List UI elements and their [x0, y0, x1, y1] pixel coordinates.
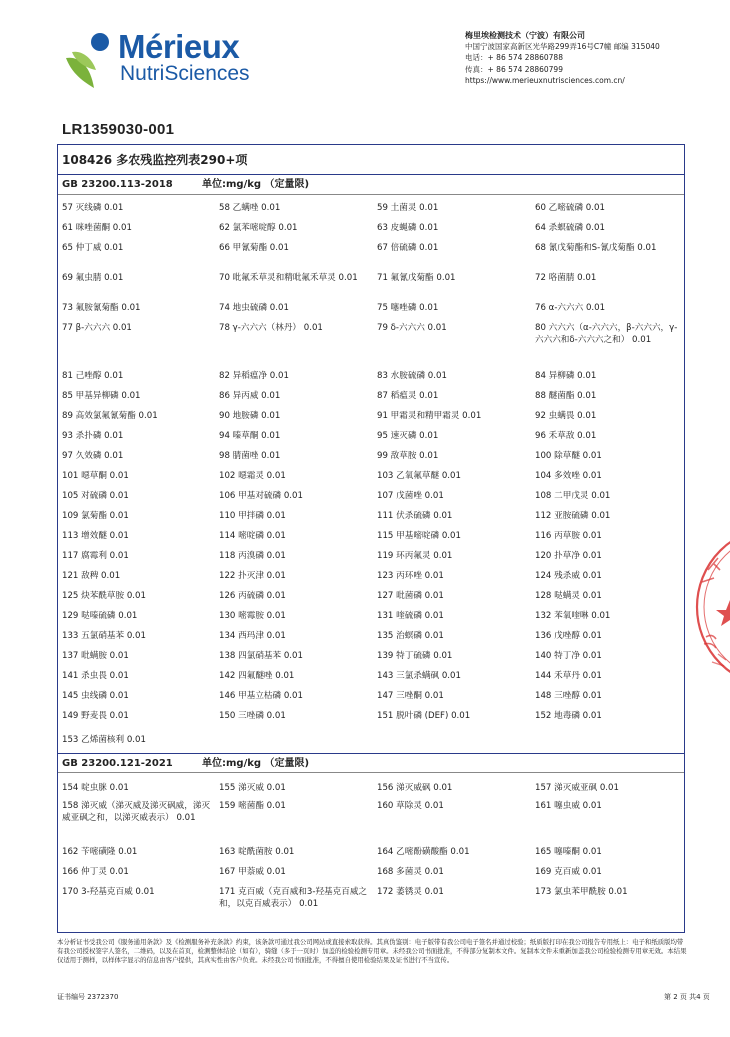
section1-result-cell: 149 野麦畏 0.01 [62, 711, 129, 721]
section1-result-cell: 83 水胺硫磷 0.01 [377, 371, 447, 381]
company-phone: 电话：+ 86 574 28860788 [465, 53, 563, 63]
section1-result-cell: 100 除草醚 0.01 [535, 451, 602, 461]
section1-result-cell: 84 异柳磷 0.01 [535, 371, 597, 381]
section2-standard: GB 23200.121-2021 [62, 758, 173, 769]
section1-result-cell: 60 乙嘧硫磷 0.01 [535, 203, 605, 213]
section1-result-cell: 79 δ-六六六 0.01 [377, 323, 447, 333]
section1-result-cell: 98 腈菌唑 0.01 [219, 451, 281, 461]
section1-result-cell: 140 特丁净 0.01 [535, 651, 602, 661]
section1-result-cell: 141 杀虫畏 0.01 [62, 671, 129, 681]
section1-result-cell: 133 五氯硝基苯 0.01 [62, 631, 146, 641]
section1-result-cell: 57 灭线磷 0.01 [62, 203, 124, 213]
section1-result-cell: 137 吡螨胺 0.01 [62, 651, 129, 661]
section1-result-cell: 147 三唑酮 0.01 [377, 691, 444, 701]
section1-result-cell: 112 亚胺硫磷 0.01 [535, 511, 611, 521]
section1-result-cell: 63 皮蝇磷 0.01 [377, 223, 439, 233]
section2-result-cell: 168 多菌灵 0.01 [377, 867, 444, 877]
section1-result-cell: 139 特丁硫磷 0.01 [377, 651, 453, 661]
section1-result-cell: 135 治螟磷 0.01 [377, 631, 444, 641]
section1-result-cell: 70 吡氟禾草灵和精吡氟禾草灵 0.01 [219, 273, 358, 283]
section2-result-cell: 163 啶酰菌胺 0.01 [219, 847, 295, 857]
company-fax: 传真：+ 86 574 28860799 [465, 64, 563, 74]
section1-result-cell: 153 乙烯菌核利 0.01 [62, 735, 146, 745]
section1-result-cell: 91 甲霜灵和精甲霜灵 0.01 [377, 411, 482, 421]
section1-header [58, 175, 684, 195]
section1-result-cell: 108 二甲戊灵 0.01 [535, 491, 611, 501]
company-logo [64, 28, 254, 90]
section1-result-cell: 81 己唑醇 0.01 [62, 371, 124, 381]
section1-result-cell: 125 炔苯酰草胺 0.01 [62, 591, 146, 601]
logo-text-line2: NutriSciences [120, 62, 250, 85]
section1-result-cell: 118 丙溴磷 0.01 [219, 551, 286, 561]
section1-result-cell: 150 三唑磷 0.01 [219, 711, 286, 721]
section1-result-cell: 131 喹硫磷 0.01 [377, 611, 444, 621]
section1-result-cell: 58 乙螨唑 0.01 [219, 203, 281, 213]
section1-result-cell: 71 氟氰戊菊酯 0.01 [377, 273, 456, 283]
section1-result-cell: 85 甲基异柳磷 0.01 [62, 391, 141, 401]
section2-result-cell: 157 涕灭威亚砜 0.01 [535, 783, 619, 793]
section1-result-cell: 113 增效醚 0.01 [62, 531, 129, 541]
section1-result-cell: 151 脱叶磷 (DEF) 0.01 [377, 711, 471, 721]
section2-result-cell: 159 嘧菌酯 0.01 [219, 801, 286, 811]
page-number: 第 2 页 共4 页 [664, 993, 710, 1001]
section1-result-cell: 97 久效磷 0.01 [62, 451, 124, 461]
company-address: 中国宁波国家高新区光华路299弄16号C7幢 邮编 315040 [465, 42, 660, 52]
section1-result-cell: 87 稻瘟灵 0.01 [377, 391, 439, 401]
section1-result-cell: 111 伏杀硫磷 0.01 [377, 511, 453, 521]
company-info [465, 30, 720, 86]
section1-standard: GB 23200.113-2018 [62, 179, 173, 190]
section1-result-cell: 132 苯氧喹啉 0.01 [535, 611, 611, 621]
section1-result-cell: 138 四氯硝基苯 0.01 [219, 651, 303, 661]
section1-result-cell: 107 戊菌唑 0.01 [377, 491, 444, 501]
section1-result-cell: 119 环丙氟灵 0.01 [377, 551, 453, 561]
section1-result-cell: 117 腐霉利 0.01 [62, 551, 129, 561]
section1-result-cell: 121 敌稗 0.01 [62, 571, 121, 581]
section1-result-cell: 103 乙氧氟草醚 0.01 [377, 471, 461, 481]
section1-result-cell: 110 甲拌磷 0.01 [219, 511, 286, 521]
section2-result-cell: 164 乙嘧酚磺酸酯 0.01 [377, 847, 470, 857]
section2-result-cell: 166 仲丁灵 0.01 [62, 867, 129, 877]
section1-result-cell: 130 嘧霉胺 0.01 [219, 611, 286, 621]
company-website[interactable]: https://www.merieuxnutrisciences.com.cn/ [465, 75, 625, 85]
section1-result-cell: 78 γ-六六六（林丹） 0.01 [219, 323, 323, 333]
section1-result-cell: 73 氟胺氰菊酯 0.01 [62, 303, 141, 313]
section1-result-cell: 142 四氟醚唑 0.01 [219, 671, 295, 681]
section1-result-cell: 72 咯菌腈 0.01 [535, 273, 597, 283]
section2-result-cell: 169 克百威 0.01 [535, 867, 602, 877]
section1-result-cell: 120 扑草净 0.01 [535, 551, 602, 561]
section1-result-cell: 89 高效氯氟氰菊酯 0.01 [62, 411, 158, 421]
section2-result-cell: 155 涕灭威 0.01 [219, 783, 286, 793]
section1-result-cell: 124 残杀威 0.01 [535, 571, 602, 581]
section2-result-cell: 162 苄嘧磺隆 0.01 [62, 847, 138, 857]
section2-result-cell: 156 涕灭威砜 0.01 [377, 783, 453, 793]
inspection-stamp-icon [692, 522, 730, 692]
section2-result-cell: 161 噻虫威 0.01 [535, 801, 602, 811]
section1-result-cell: 90 地胺磷 0.01 [219, 411, 281, 421]
section1-result-cell: 152 地毒磷 0.01 [535, 711, 602, 721]
section1-result-cell: 144 禾草丹 0.01 [535, 671, 602, 681]
section2-unit: 单位:mg/kg （定量限) [202, 758, 310, 769]
section1-result-cell: 69 氟虫腈 0.01 [62, 273, 124, 283]
section1-result-cell: 102 噁霜灵 0.01 [219, 471, 286, 481]
section1-result-cell: 136 戊唑醇 0.01 [535, 631, 602, 641]
section1-result-cell: 115 甲基嘧啶磷 0.01 [377, 531, 461, 541]
section1-result-cell: 126 丙硫磷 0.01 [219, 591, 286, 601]
logo-text-line1: Mérieux [118, 28, 240, 65]
section1-result-cell: 134 西玛津 0.01 [219, 631, 286, 641]
section1-result-cell: 93 杀扑磷 0.01 [62, 431, 124, 441]
section1-result-cell: 122 扑灭津 0.01 [219, 571, 286, 581]
section2-header [58, 753, 684, 773]
section1-result-cell: 104 多效唑 0.01 [535, 471, 602, 481]
logo-mark-icon [64, 30, 116, 90]
section1-result-cell: 148 三唑醇 0.01 [535, 691, 602, 701]
section1-result-cell: 94 嗪草酮 0.01 [219, 431, 281, 441]
section2-result-cell: 165 噻嗪酮 0.01 [535, 847, 602, 857]
results-table [57, 144, 685, 933]
section1-result-cell: 116 丙草胺 0.01 [535, 531, 602, 541]
report-number: LR1359030-001 [62, 121, 175, 138]
section1-result-cell: 77 β-六六六 0.01 [62, 323, 132, 333]
section2-result-cell: 172 萎锈灵 0.01 [377, 887, 444, 897]
section1-result-cell: 74 地虫硫磷 0.01 [219, 303, 289, 313]
section1-result-cell: 101 噁草酮 0.01 [62, 471, 129, 481]
section1-result-cell: 61 咪唑菌酮 0.01 [62, 223, 132, 233]
section2-result-cell: 170 3-羟基克百威 0.01 [62, 887, 155, 897]
section2-result-cell: 171 克百威（克百威和3-羟基克百威之和，以克百威表示） 0.01 [219, 887, 368, 909]
section1-result-cell: 67 倍硫磷 0.01 [377, 243, 439, 253]
section1-result-cell: 86 异丙威 0.01 [219, 391, 281, 401]
section1-result-cell: 143 三氯杀螨砜 0.01 [377, 671, 461, 681]
section1-result-cell: 123 丙环唑 0.01 [377, 571, 444, 581]
section1-result-cell: 109 氯菊酯 0.01 [62, 511, 129, 521]
section1-result-cell: 106 甲基对硫磷 0.01 [219, 491, 303, 501]
section1-result-cell: 62 氯苯嘧啶醇 0.01 [219, 223, 298, 233]
section2-result-cell: 154 啶虫脒 0.01 [62, 783, 129, 793]
section1-result-cell: 95 速灭磷 0.01 [377, 431, 439, 441]
disclaimer-footnote: 本分析证书受我公司《服务通用条款》及《检测服务补充条款》约束，该条款可通过我公司网站或直接索取获得。其真伪鉴别：电子版带有我公司电子签名并通过校验；纸质版打印在我公司报告专用纸上：电子和纸质版均带有我公司授权签字人签名，二维码，以及在首页，检测整体结论（如有），骑缝（多于一页时）加盖的检验检测专用章。未经我公司书面批准，不得部分复制本文件。复制本文件未重新加盖我公司检验检测专用章无效。本结果仅适用于测样，以样体字显示的信息由客户提供，其真实性由客户负责。未经我公司书面批准，不得擅自使用检验结果及证书进行不当宣传。 [57, 938, 687, 965]
section2-result-cell: 167 甲萘威 0.01 [219, 867, 286, 877]
section1-result-cell: 76 α-六六六 0.01 [535, 303, 606, 313]
section1-result-cell: 75 噻唑磷 0.01 [377, 303, 439, 313]
section1-result-cell: 92 虫螨畏 0.01 [535, 411, 597, 421]
section1-result-cell: 68 氰戊菊酯和S-氰戊菊酯 0.01 [535, 243, 657, 253]
section1-result-cell: 128 哒螨灵 0.01 [535, 591, 602, 601]
section2-result-cell: 158 涕灭威（涕灭威及涕灭砜威，涕灭威亚砜之和，以涕灭威表示） 0.01 [62, 801, 211, 823]
section1-result-cell: 82 异稻瘟净 0.01 [219, 371, 289, 381]
section2-result-cell: 160 草除灵 0.01 [377, 801, 444, 811]
section1-result-cell: 145 虫线磷 0.01 [62, 691, 129, 701]
section1-result-cell: 127 吡菌磷 0.01 [377, 591, 444, 601]
section1-result-cell: 80 六六六（α-六六六，β-六六六，γ-六六六和δ-六六六之和） 0.01 [535, 323, 678, 345]
section1-result-cell: 105 对硫磷 0.01 [62, 491, 129, 501]
section1-result-cell: 64 杀螟硫磷 0.01 [535, 223, 605, 233]
company-name: 梅里埃检测技术（宁波）有限公司 [465, 31, 585, 40]
table-title: 108426 多农残监控列表290+项 [58, 145, 684, 175]
section1-result-cell: 65 仲丁威 0.01 [62, 243, 124, 253]
section1-result-cell: 114 嘧啶磷 0.01 [219, 531, 286, 541]
section1-result-cell: 66 甲氰菊酯 0.01 [219, 243, 289, 253]
section1-result-cell: 129 哒嗪硫磷 0.01 [62, 611, 138, 621]
section1-unit: 单位:mg/kg （定量限) [202, 179, 310, 190]
section2-result-cell: 173 氯虫苯甲酰胺 0.01 [535, 887, 628, 897]
section1-result-cell: 88 醚菌酯 0.01 [535, 391, 597, 401]
certificate-number: 证书编号 2372370 [57, 993, 119, 1001]
section1-result-cell: 96 禾草敌 0.01 [535, 431, 597, 441]
section1-result-cell: 146 甲基立枯磷 0.01 [219, 691, 303, 701]
section1-result-cell: 59 土菌灵 0.01 [377, 203, 439, 213]
section1-result-cell: 99 敌草胺 0.01 [377, 451, 439, 461]
